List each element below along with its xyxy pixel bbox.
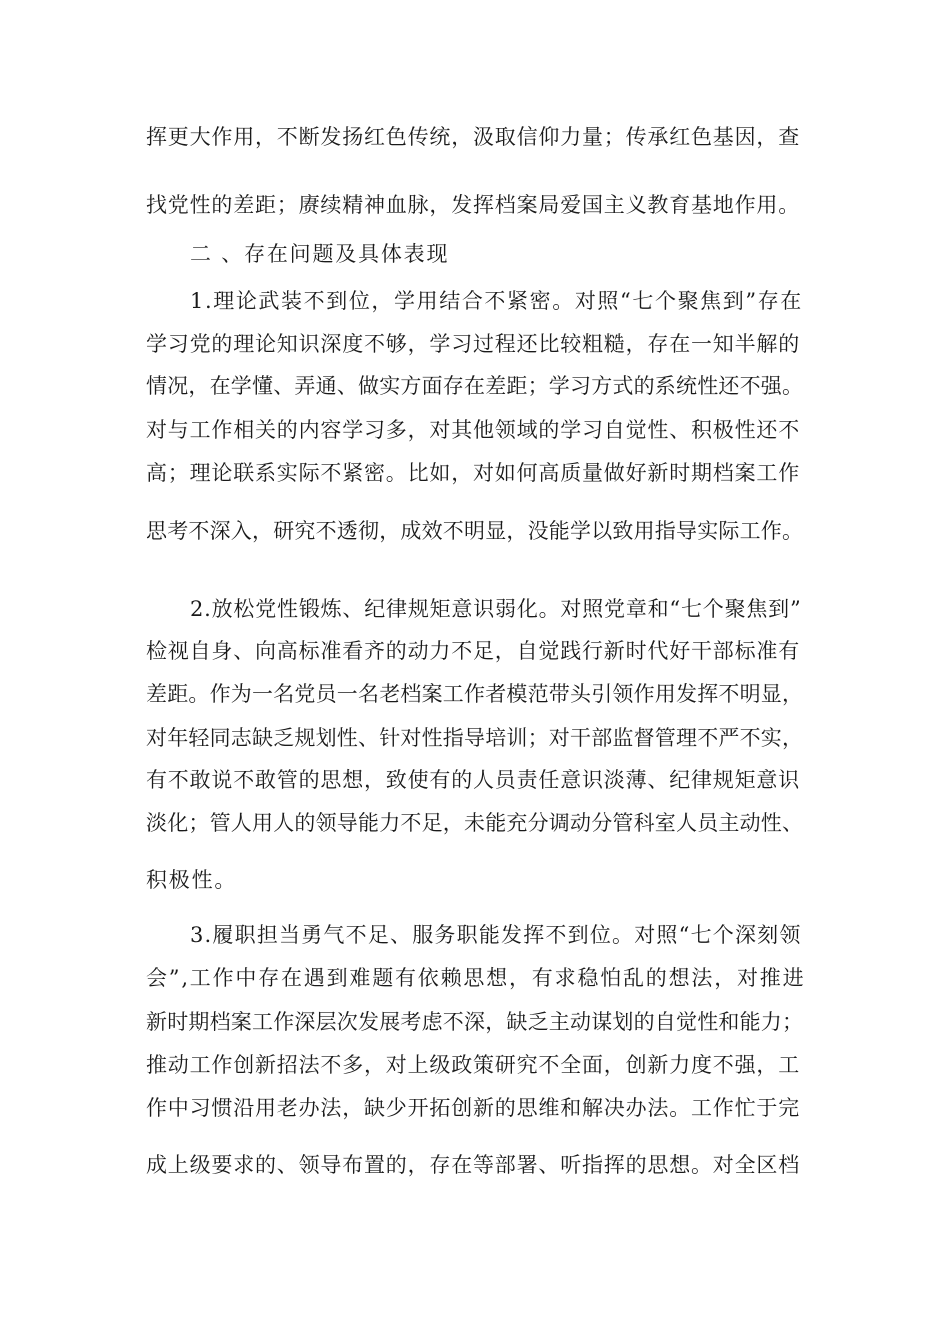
- text-line: 找党性的差距；赓续精神血脉，发挥档案局爱国主义教育基地作用。: [146, 193, 800, 217]
- text-line: 对年轻同志缺乏规划性、针对性指导培训；对干部监督管理不严不实，: [146, 726, 804, 750]
- text-line: 高；理论联系实际不紧密。比如，对如何高质量做好新时期档案工作: [146, 461, 800, 485]
- text-line: 淡化；管人用人的领导能力不足，未能充分调动分管科室人员主动性、: [146, 811, 804, 835]
- text-line: 推动工作创新招法不多，对上级政策研究不全面，创新力度不强，工: [146, 1053, 800, 1077]
- text-line: 情况，在学懂、弄通、做实方面存在差距；学习方式的系统性还不强。: [146, 374, 804, 398]
- text-line: 1.理论武装不到位，学用结合不紧密。对照“七个聚焦到”存在: [190, 289, 803, 313]
- section-heading: 二 、存在问题及具体表现: [190, 242, 450, 266]
- text-line: 对与工作相关的内容学习多，对其他领域的学习自觉性、积极性还不: [146, 418, 800, 442]
- text-line: 作中习惯沿用老办法，缺少开拓创新的思维和解决办法。工作忙于完: [146, 1096, 800, 1120]
- text-line: 有不敢说不敢管的思想，致使有的人员责任意识淡薄、纪律规矩意识: [146, 768, 800, 792]
- text-line: 积极性。: [146, 868, 238, 892]
- text-line: 会”,工作中存在遇到难题有依赖思想，有求稳怕乱的想法，对推进: [146, 966, 805, 990]
- text-line: 差距。作为一名党员一名老档案工作者模范带头引领作用发挥不明显，: [146, 682, 804, 706]
- text-line: 思考不深入，研究不透彻，成效不明显，没能学以致用指导实际工作。: [146, 519, 804, 543]
- text-line: 2.放松党性锻炼、纪律规矩意识弱化。对照党章和“七个聚焦到”: [190, 597, 802, 621]
- text-line: 成上级要求的、领导布置的，存在等部署、听指挥的思想。对全区档: [146, 1153, 800, 1177]
- text-line: 检视自身、向高标准看齐的动力不足，自觉践行新时代好干部标准有: [146, 639, 800, 663]
- text-line: 学习党的理论知识深度不够，学习过程还比较粗糙，存在一知半解的: [146, 332, 800, 356]
- text-line: 3.履职担当勇气不足、服务职能发挥不到位。对照“七个深刻领: [190, 923, 802, 947]
- text-line: 挥更大作用，不断发扬红色传统，汲取信仰力量；传承红色基因，查: [146, 125, 800, 149]
- text-line: 新时期档案工作深层次发展考虑不深，缺乏主动谋划的自觉性和能力；: [146, 1010, 804, 1034]
